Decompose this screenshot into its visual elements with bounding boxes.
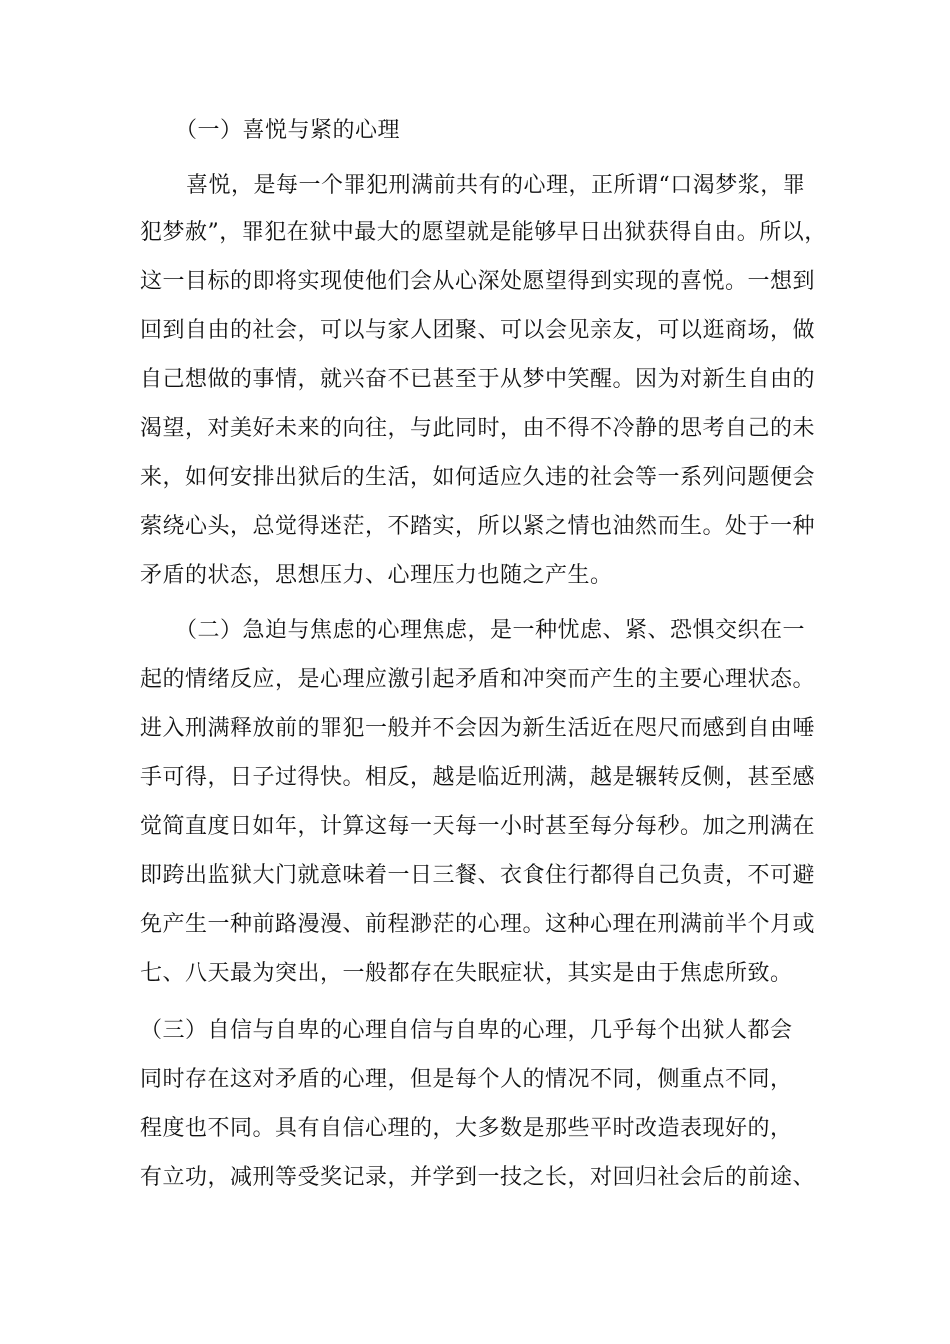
paragraph-line: 犯梦赦”，罪犯在狱中最大的愿望就是能够早日出狱获得自由。所以， [140, 220, 827, 245]
paragraph-line: 手可得，日子过得快。相反，越是临近刑满，越是辗转反侧，甚至感 [140, 765, 816, 790]
paragraph-line: 回到自由的社会，可以与家人团聚、可以会见亲友，可以逛商场，做 [140, 318, 816, 343]
paragraph-line: 来，如何安排出狱后的生活，如何适应久违的社会等一系列问题便会 [140, 465, 816, 490]
paragraph-line: 渴望，对美好未来的向往，与此同时，由不得不冷静的思考自己的未 [140, 416, 816, 441]
section-heading-1: （一）喜悦与紧的心理 [175, 118, 401, 143]
paragraph-line: 喜悦，是每一个罪犯刑满前共有的心理，正所谓“口渴梦浆，罪 [186, 173, 806, 198]
paragraph-line: 矛盾的状态，思想压力、心理压力也随之产生。 [140, 563, 613, 588]
paragraph-line: 这一目标的即将实现使他们会从心深处愿望得到实现的喜悦。一想到 [140, 269, 816, 294]
paragraph-line: 觉简直度日如年，计算这每一天每一小时甚至每分每秒。加之刑满在 [140, 814, 816, 839]
paragraph-line: 同时存在这对矛盾的心理，但是每个人的情况不同，侧重点不同， [140, 1067, 793, 1092]
paragraph-line: 有立功，减刑等受奖记录，并学到一技之长，对回归社会后的前途、 [140, 1165, 816, 1190]
paragraph-line: 进入刑满释放前的罪犯一般并不会因为新生活近在咫尺而感到自由唾 [140, 716, 816, 741]
paragraph-line: 自己想做的事情，就兴奋不已甚至于从梦中笑醒。因为对新生自由的 [140, 367, 816, 392]
paragraph-line: （三）自信与自卑的心理自信与自卑的心理，几乎每个出狱人都会 [140, 1018, 793, 1043]
paragraph-line: （二）急迫与焦虑的心理焦虑，是一种忧虑、紧、恐惧交织在一 [175, 618, 806, 643]
paragraph-line: 起的情绪反应，是心理应激引起矛盾和冲突而产生的主要心理状态。 [140, 667, 816, 692]
paragraph-line: 免产生一种前路漫漫、前程渺茫的心理。这种心理在刑满前半个月或 [140, 912, 816, 937]
paragraph-line: 程度也不同。具有自信心理的，大多数是那些平时改造表现好的， [140, 1116, 793, 1141]
paragraph-line: 萦绕心头，总觉得迷茫，不踏实，所以紧之情也油然而生。处于一种 [140, 514, 816, 539]
paragraph-line: 即跨出监狱大门就意味着一日三餐、衣食住行都得自己负责，不可避 [140, 863, 816, 888]
paragraph-line: 七、八天最为突出，一般都存在失眠症状，其实是由于焦虑所致。 [140, 961, 793, 986]
